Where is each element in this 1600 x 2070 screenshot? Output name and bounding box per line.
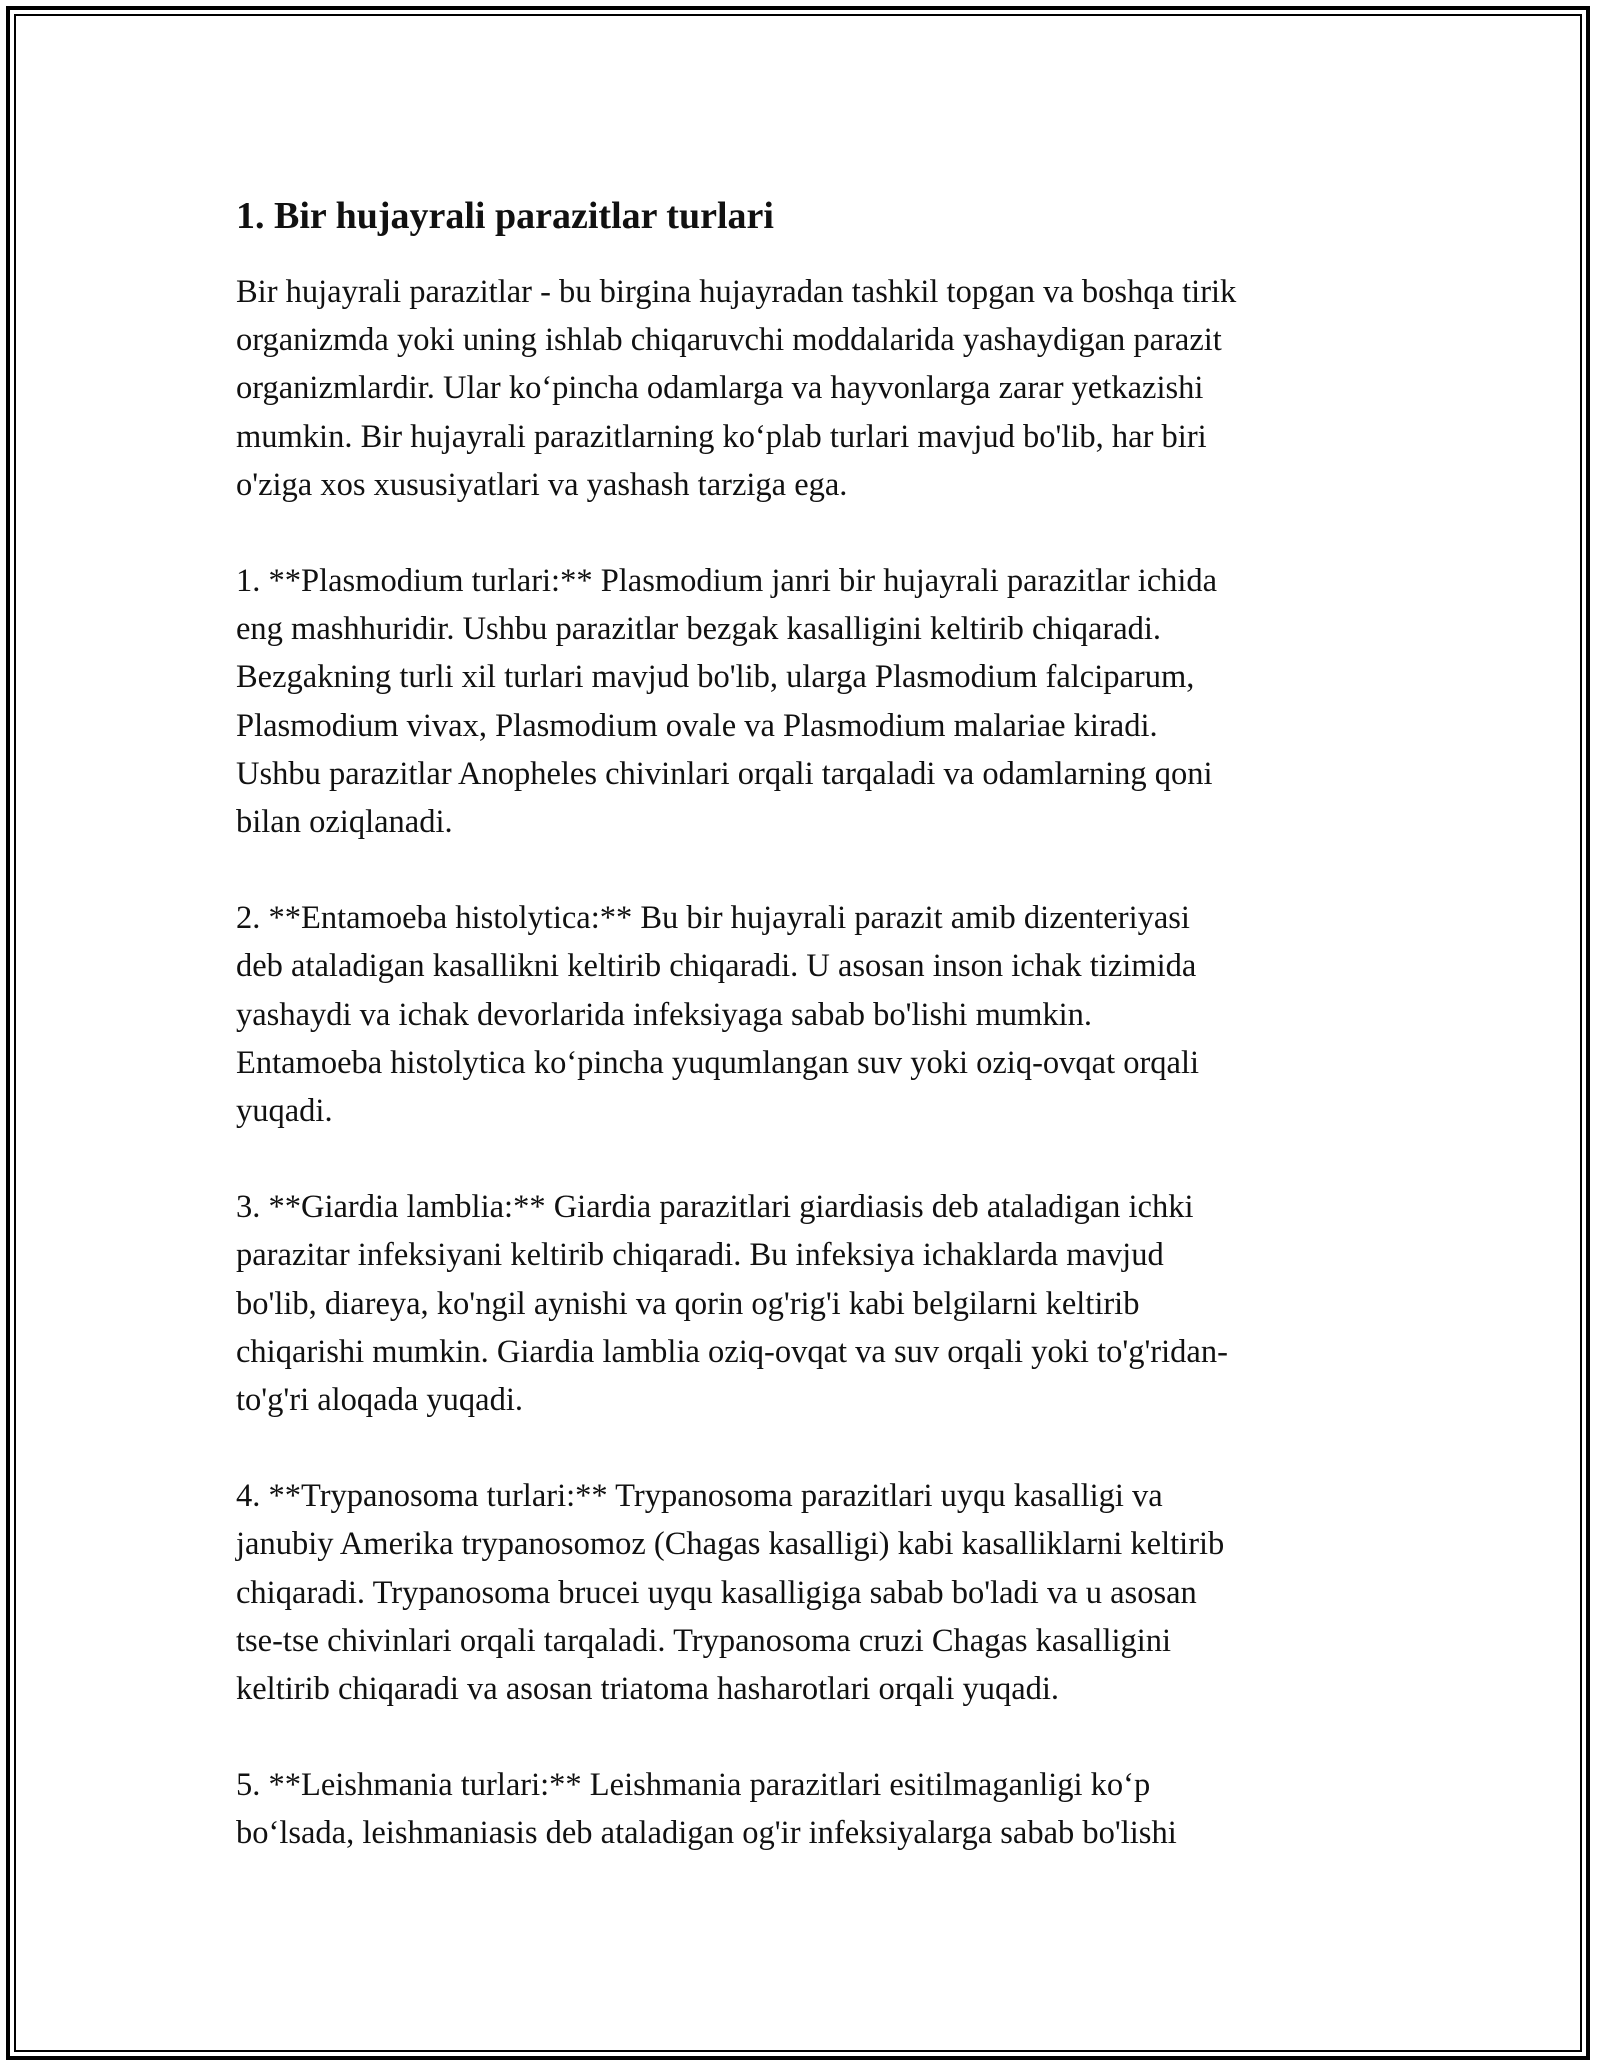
intro-paragraph: Bir hujayrali parazitlar - bu birgina hujayradan tashkil topgan va boshqa tirik organizmda yoki uning ishlab chiqaruvchi moddalarida yashaydigan parazit organizmlardir. Ular ko‘pincha odamlarga va hayvonlarga zarar yetkazishi mumkin. Bir hujayrali parazitlarning ko‘plab turlari mavjud bo'lib, har biri o'ziga xos xususiyatlari va yashash tarziga ega. [236, 274, 1237, 503]
paragraph-plasmodium: 1. **Plasmodium turlari:** Plasmodium janri bir hujayrali parazitlar ichida eng mashhuridir. Ushbu parazitlar bezgak kasalligini keltirib chiqaradi. Bezgakning turli xil turlari mavjud bo'lib, ularga Plasmodium falciparum, Plasmodium vivax, Plasmodium ovale va Plasmodium malariae kiradi. Ushbu parazitlar Anopheles chivinlari orqali tarqaladi va odamlarning qoni bilan oziqlanadi. [236, 563, 1218, 841]
paragraph-entamoeba: 2. **Entamoeba histolytica:** Bu bir hujayrali parazit amib dizenteriyasi deb ataladigan kasallikni keltirib chiqaradi. U asosan inson ichak tizimida yashaydi va ichak devorlarida infeksiyaga sabab bo'lishi mumkin. Entamoeba histolytica ko‘pincha yuqumlangan suv yoki oziq-ovqat orqali yuqadi. [236, 900, 1200, 1130]
paragraph-trypanosoma: 4. **Trypanosoma turlari:** Trypanosoma parazitlari uyqu kasalligi va janubiy Amerika trypanosomoz (Chagas kasalligi) kabi kasalliklarni keltirib chiqaradi. Trypanosoma brucei uyqu kasalligiga sabab bo'ladi va u asosan tse-tse chivinlari orqali tarqaladi. Trypanosoma cruzi Chagas kasalligini keltirib chiqaradi va asosan triatoma hasharotlari orqali yuqadi. [236, 1478, 1225, 1708]
paragraph-giardia: 3. **Giardia lamblia:** Giardia parazitlari giardiasis deb ataladigan ichki parazitar infeksiyani keltirib chiqaradi. Bu infeksiya ichaklarda mavjud bo'lib, diareya, ko'ngil aynishi va qorin og'rig'i kabi belgilarni keltirib chiqarishi mumkin. Giardia lamblia oziq-ovqat va suv orqali yoki to'g'ridan- to'g'ri aloqada yuqadi. [236, 1189, 1228, 1419]
section-heading: 1. Bir hujayrali parazitlar turlari [236, 195, 774, 237]
document-body [236, 188, 1376, 1906]
paragraph-leishmania: 5. **Leishmania turlari:** Leishmania parazitlari esitilmaganligi ko‘p bo‘lsada, leishmaniasis deb ataladigan og'ir infeksiyalarga sabab bo'lishi [236, 1767, 1177, 1852]
